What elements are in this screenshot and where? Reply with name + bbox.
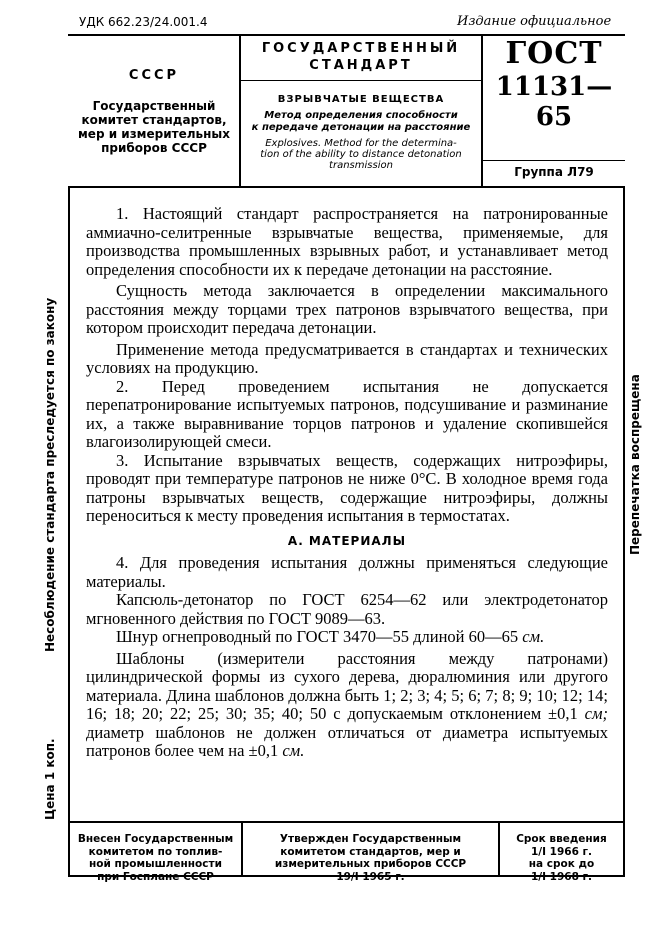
explosives-title: ВЗРЫВЧАТЫЕ ВЕЩЕСТВА bbox=[277, 94, 445, 105]
ussr-label: СССР bbox=[128, 68, 180, 83]
footer-line: Внесен Государственным bbox=[77, 833, 234, 845]
footer-line: комитетом стандартов, мер и bbox=[280, 845, 461, 858]
paragraph-preparation: 2. Перед проведением испытания не допускается перепатронирование испытуемых патронов, подсушивание и разминание их, а также выравнивание торцов патронов и удаление скопившейся влагоизолирующей смеси. bbox=[86, 376, 608, 451]
committee-line: мер и измерительных bbox=[78, 127, 230, 141]
paragraph-essence: Сущность метода заключается в определении максимального расстояния между торцами трех патронов взрывчатого вещества, при котором происходит передача детонации. bbox=[86, 281, 608, 337]
footer-line: Срок введения bbox=[516, 833, 607, 845]
group-label: Группа Л79 bbox=[514, 165, 594, 179]
udk-code: УДК 662.23/24.001.4 bbox=[79, 15, 208, 29]
gost-label: ГОСТ bbox=[505, 36, 603, 71]
paragraph-application: Применение метода предусматривается в стандартах и технических условиях на продукцию. bbox=[86, 339, 608, 377]
templates-text-b: диаметр шаблонов не должен отличаться от диаметра испытуемых патронов более чем на ±0,1 bbox=[86, 722, 608, 760]
footer-introduced bbox=[70, 833, 241, 883]
header-group-rule bbox=[482, 160, 625, 161]
edition-label: Издание официальное bbox=[457, 14, 612, 29]
footer-line: 1/I 1966 г. bbox=[530, 845, 593, 858]
fuse-cord-text: Шнур огнепроводный по ГОСТ 3470—55 длиной 60—65 bbox=[116, 627, 519, 646]
paragraph-templates bbox=[86, 650, 608, 761]
state-standard-title bbox=[241, 40, 481, 74]
method-en-line: transmission bbox=[329, 160, 393, 171]
footer-divider bbox=[623, 821, 625, 877]
footer-line: при Госплане СССР bbox=[97, 870, 214, 883]
committee-line: приборов СССР bbox=[101, 141, 207, 155]
unit-cm: см; bbox=[584, 704, 608, 723]
footer-approved bbox=[243, 833, 498, 883]
footer-line: Утвержден Государственным bbox=[279, 833, 462, 845]
state-standard-line: ГОСУДАРСТВЕННЫЙ bbox=[261, 41, 461, 56]
method-title-ru bbox=[241, 110, 481, 134]
committee-block bbox=[70, 99, 238, 155]
reprint-notice: Перепечатка воспрещена bbox=[628, 374, 642, 555]
unit-cm: см. bbox=[522, 627, 545, 646]
footer-line: ной промышленности bbox=[89, 858, 222, 870]
footer-line: 1/I 1968 г. bbox=[530, 870, 593, 883]
gost-number: 11131—65 bbox=[495, 72, 613, 132]
method-title-en bbox=[241, 138, 481, 171]
price-label: Цена 1 коп. bbox=[43, 738, 57, 820]
footer-line: на срок до bbox=[528, 858, 595, 870]
paragraph-materials-intro: 4. Для проведения испытания должны применяться следующие материалы. bbox=[86, 553, 608, 591]
unit-cm: см. bbox=[282, 741, 305, 760]
law-notice: Несоблюдение стандарта преследуется по закону bbox=[43, 297, 57, 652]
templates-text-a: Шаблоны (измерители расстояния между патронами) цилиндрической формы из сухого дерева, дюралюминия или другого материала. Длина шаблонов должна быть 1; 2; 3; 4; 5; 6; 7; 8; 9; 10; 12; 14; 16; 18; 20; 22; 25; 30; 35; 40; 50 с допускаемым отклонением ±0,1 bbox=[86, 648, 608, 723]
footer-line: 19/I 1965 г. bbox=[336, 870, 405, 883]
committee-line: Государственный bbox=[92, 99, 216, 113]
method-en-line: tion of the ability to distance detonation bbox=[260, 149, 462, 160]
footer-line: комитетом по топлив- bbox=[88, 845, 223, 858]
state-standard-line: СТАНДАРТ bbox=[309, 58, 413, 73]
header-title-rule bbox=[240, 80, 482, 81]
paragraph-detonator: Капсюль-детонатор по ГОСТ 6254—62 или электродетонатор мгновенного действия по ГОСТ 9089—63. bbox=[86, 590, 608, 628]
document-body bbox=[86, 205, 608, 761]
method-ru-line: к передаче детонации на расстояние bbox=[251, 122, 471, 133]
paragraph-scope: 1. Настоящий стандарт распространяется на патронированные аммиачно-селитренные взрывчатые вещества, применяемые, для производства промышленных взрывных работ, и устанавливает метод определения способности их к передаче детонации на расстояние. bbox=[86, 204, 608, 279]
section-heading-materials: А. МАТЕРИАЛЫ bbox=[287, 533, 407, 548]
method-en-line: Explosives. Method for the determina- bbox=[265, 138, 457, 149]
committee-line: комитет стандартов, bbox=[81, 113, 227, 127]
paragraph-fuse-cord bbox=[86, 628, 608, 647]
footer-line: измерительных приборов СССР bbox=[274, 858, 467, 870]
paragraph-nitroesters: 3. Испытание взрывчатых веществ, содержащих нитроэфиры, проводят при температуре патронов не ниже 0°С. В холодное время года патроны взрывчатых веществ, содержащие нитроэфиры, должны переноситься к месту проведения испытания в термостатах. bbox=[86, 450, 608, 525]
footer-term bbox=[500, 833, 623, 883]
footer-top-rule bbox=[68, 821, 625, 823]
method-ru-line: Метод определения способности bbox=[264, 110, 458, 121]
